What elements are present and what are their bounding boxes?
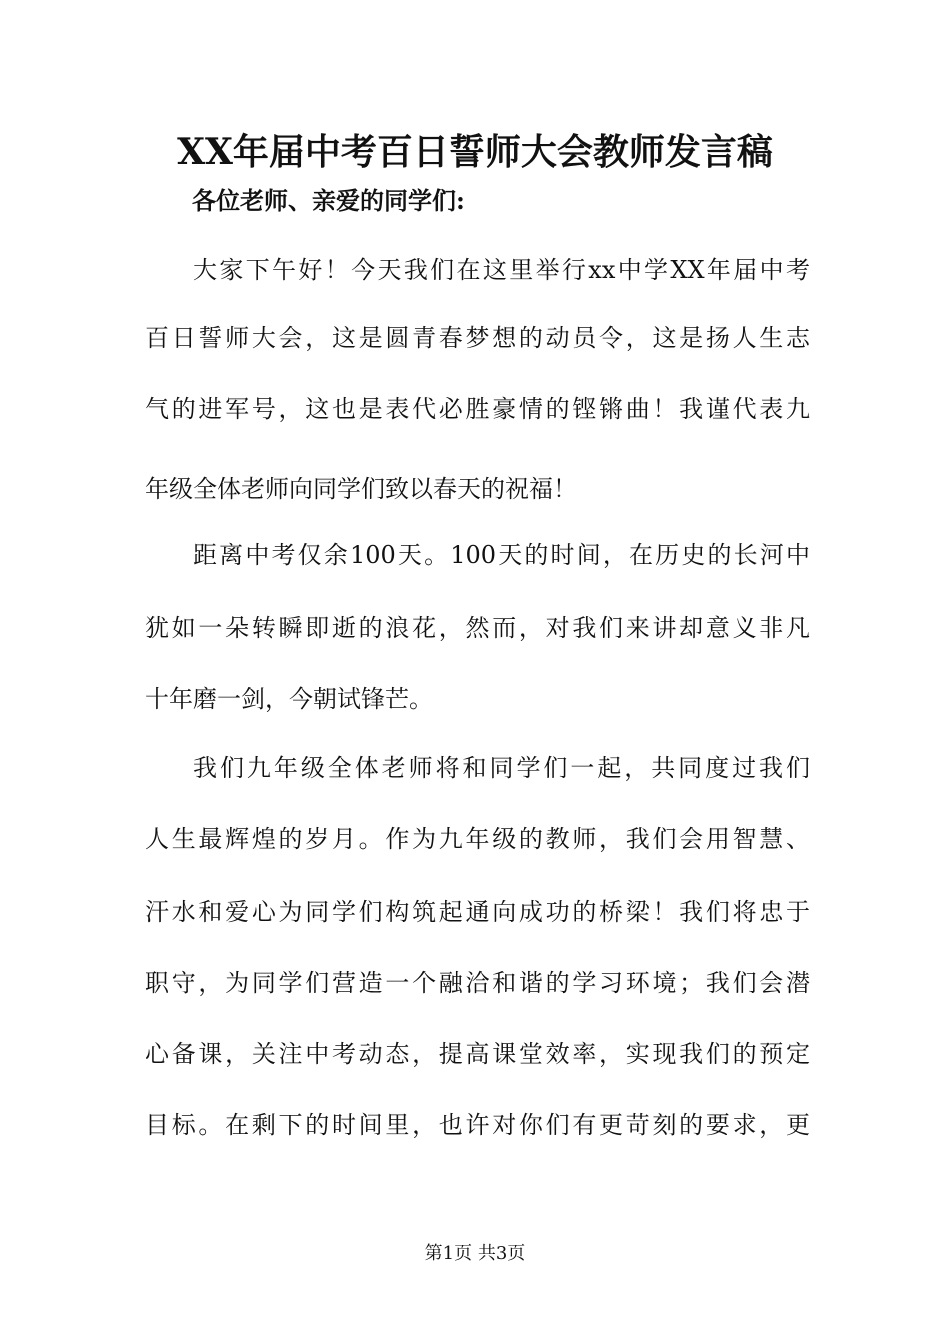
salutation: 各位老师、亲爱的同学们: [192, 186, 465, 215]
document-title: XX年届中考百日誓师大会教师发言稿 [177, 131, 773, 173]
paragraph-3-line-5: 心备课，关注中考动态，提高课堂效率，实现我们的预定 [145, 1040, 810, 1068]
paragraph-2-line-1: 距离中考仅余100天。100天的时间，在历史的长河中 [193, 541, 810, 569]
paragraph-2-line-3: 十年磨一剑，今朝试锋芒。 [145, 685, 433, 713]
paragraph-1-line-1: 大家下午好！今天我们在这里举行xx中学XX年届中考 [193, 256, 810, 284]
paragraph-3-line-1: 我们九年级全体老师将和同学们一起，共同度过我们 [193, 754, 810, 782]
paragraph-3-line-6: 目标。在剩下的时间里，也许对你们有更苛刻的要求，更 [145, 1111, 810, 1139]
paragraph-3-line-2: 人生最辉煌的岁月。作为九年级的教师，我们会用智慧、 [145, 825, 810, 853]
paragraph-3-line-3: 汗水和爱心为同学们构筑起通向成功的桥梁！我们将忠于 [145, 898, 810, 926]
paragraph-3-line-4: 职守，为同学们营造一个融洽和谐的学习环境；我们会潜 [145, 969, 810, 997]
paragraph-1-line-4: 年级全体老师向同学们致以春天的祝福！ [145, 475, 577, 503]
page-number-footer: 第1页 共3页 [424, 1243, 526, 1264]
paragraph-1-line-3: 气的进军号，这也是表代必胜豪情的铿锵曲！我谨代表九 [145, 395, 810, 423]
paragraph-1-line-2: 百日誓师大会，这是圆青春梦想的动员令，这是扬人生志 [145, 324, 810, 352]
paragraph-2-line-2: 犹如一朵转瞬即逝的浪花，然而，对我们来讲却意义非凡 [145, 614, 810, 642]
